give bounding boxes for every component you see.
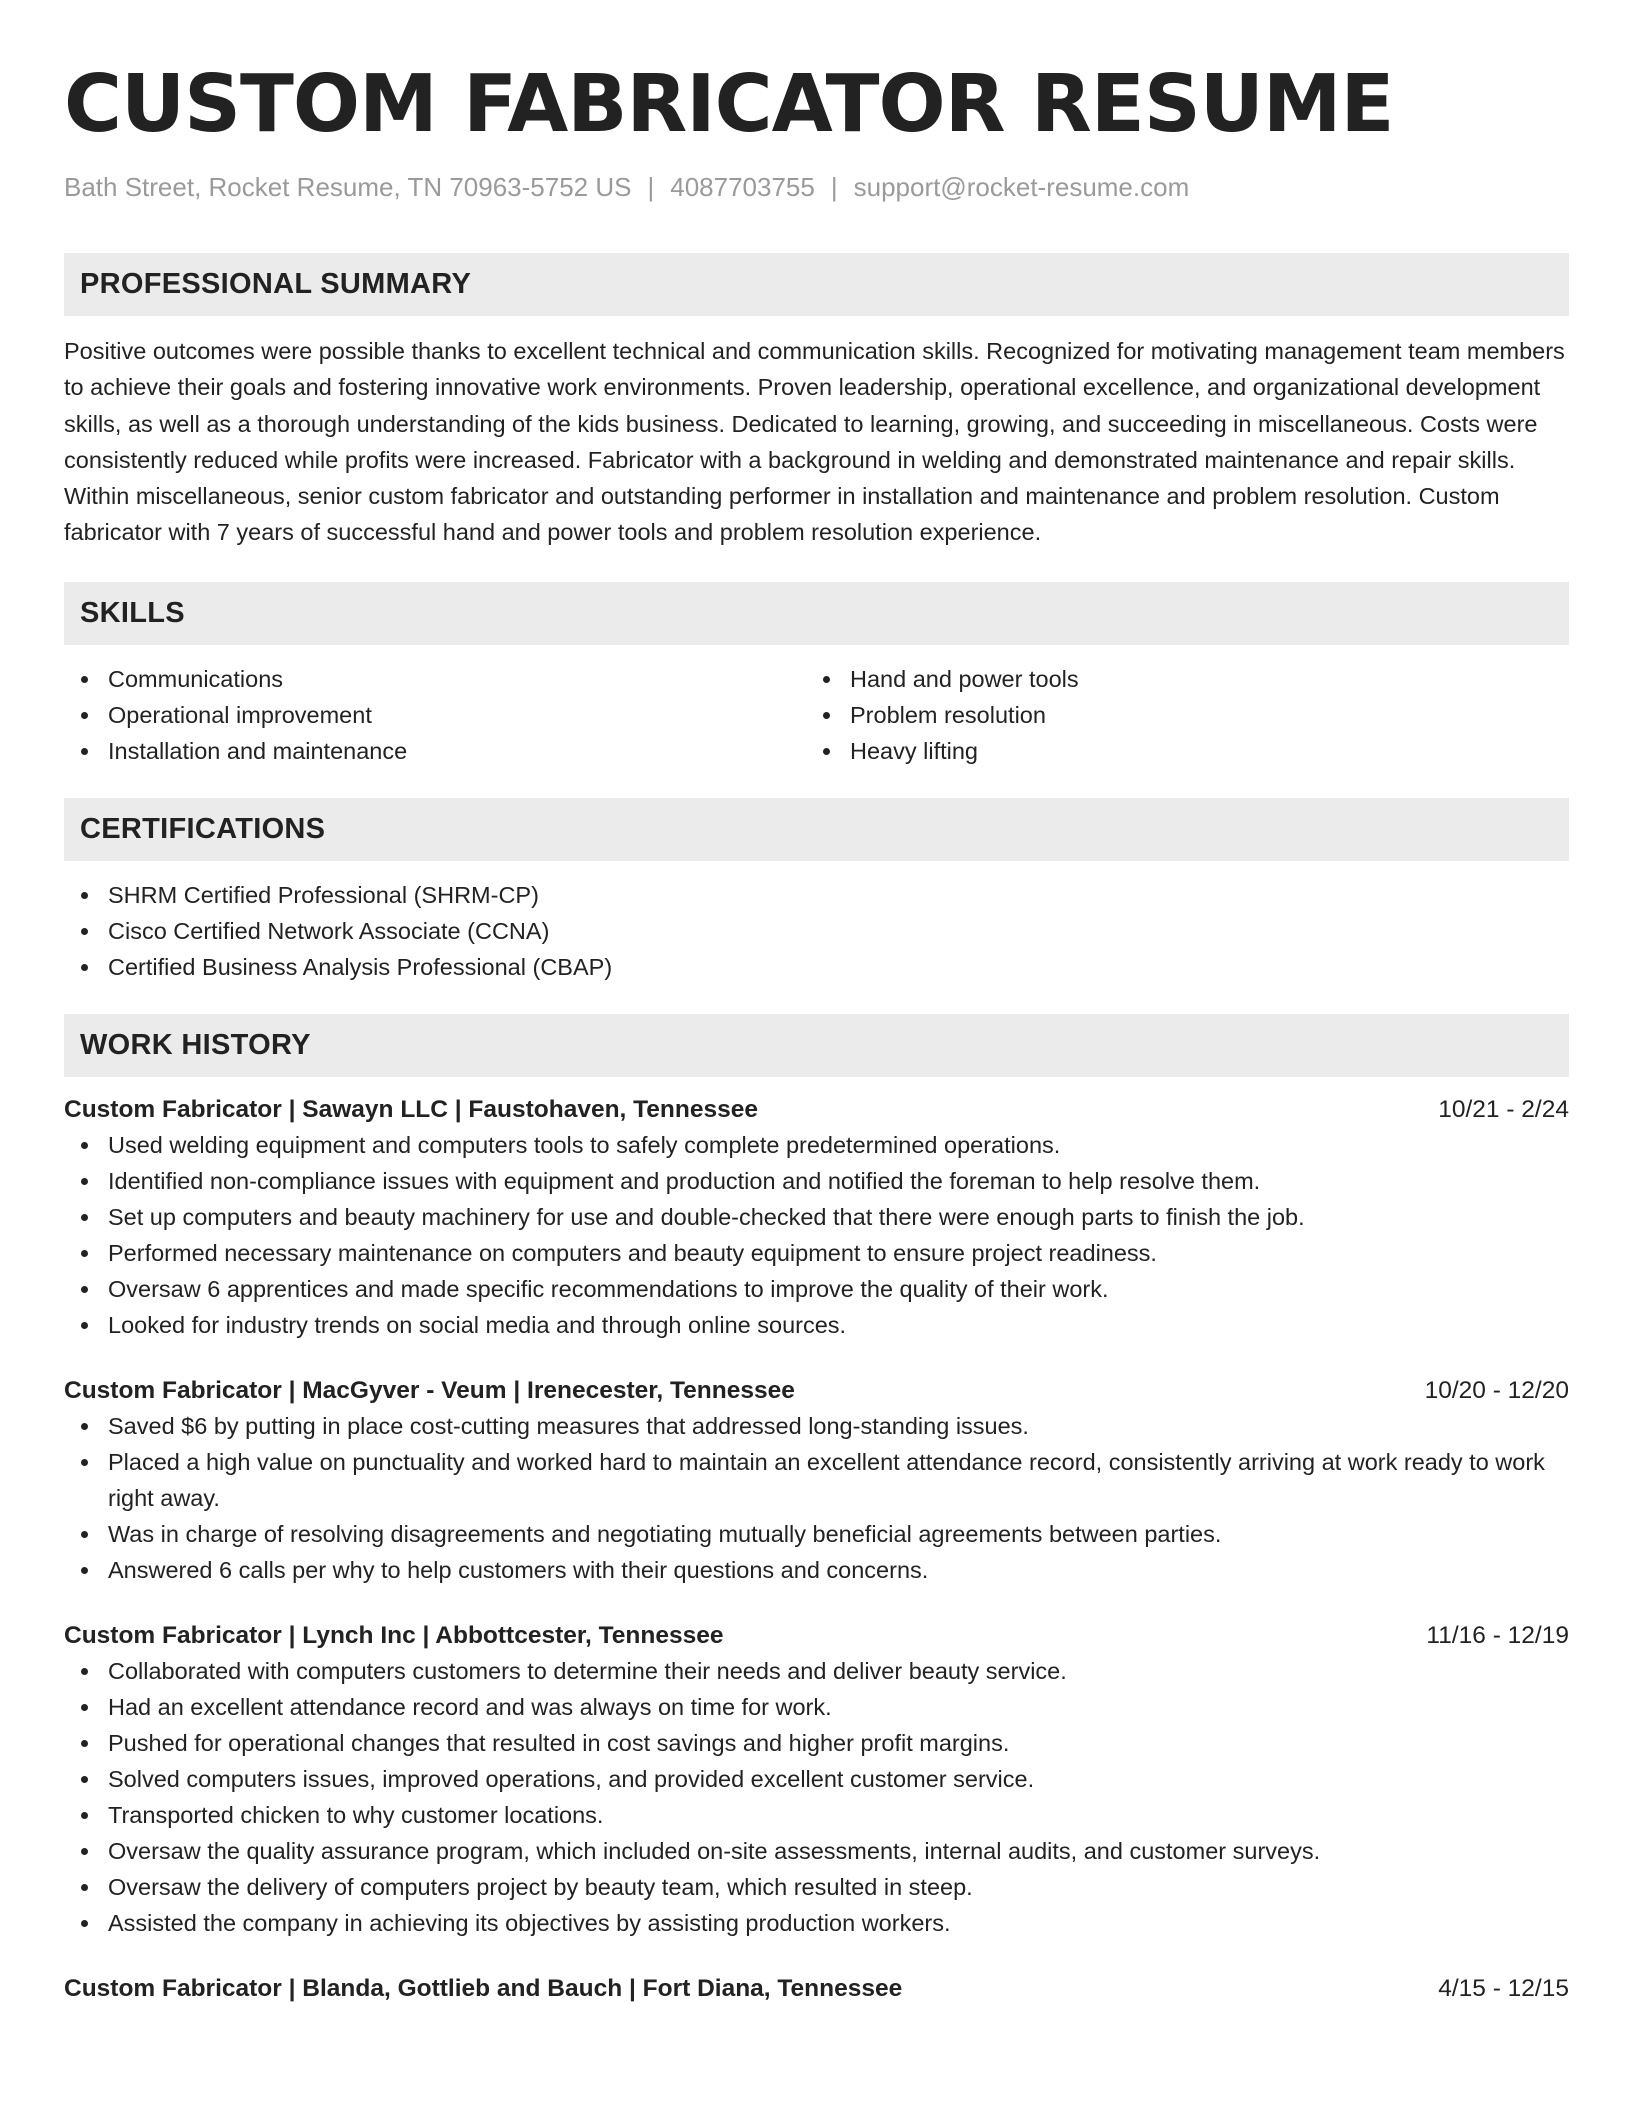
job-bullet: Oversaw 6 apprentices and made specific recommendations to improve the quality of their work. (64, 1271, 1569, 1307)
skill-item: Installation and maintenance (64, 733, 806, 769)
job-dates: 10/21 - 2/24 (1438, 1095, 1569, 1123)
skills-section-header (64, 582, 1569, 645)
summary-section-header (64, 253, 1569, 316)
certifications-section-header (64, 798, 1569, 861)
job-bullet: Solved computers issues, improved operations, and provided excellent customer service. (64, 1761, 1569, 1797)
job-bullets (64, 1653, 1569, 1941)
contact-separator: | (647, 172, 655, 202)
job-header (64, 1972, 1569, 2006)
contact-address: Bath Street, Rocket Resume, TN 70963-5752 US (64, 172, 632, 202)
job-dates: 10/20 - 12/20 (1424, 1376, 1569, 1404)
job-header (64, 1093, 1569, 1127)
skill-item: Communications (64, 661, 806, 697)
summary-heading: PROFESSIONAL SUMMARY (80, 268, 472, 300)
job-header (64, 1374, 1569, 1408)
work-heading: WORK HISTORY (80, 1028, 311, 1061)
job-entry (64, 1093, 1569, 1343)
skill-item: Heavy lifting (806, 733, 1548, 769)
job-bullet: Transported chicken to why customer locations. (64, 1797, 1569, 1833)
skill-item: Hand and power tools (806, 661, 1548, 697)
resume-page (64, 0, 1569, 2006)
contact-email: support@rocket-resume.com (853, 172, 1190, 202)
job-bullet: Oversaw the quality assurance program, which included on-site assessments, internal audits, and customer surveys. (64, 1833, 1569, 1869)
job-bullet: Answered 6 calls per why to help customers with their questions and concerns. (64, 1552, 1569, 1588)
skills-grid (64, 661, 1569, 769)
job-title: Custom Fabricator | Lynch Inc | Abbottcester, Tennessee (64, 1621, 724, 1649)
contact-line (64, 170, 1569, 204)
skills-list-right (806, 661, 1548, 769)
job-bullet: Had an excellent attendance record and was always on time for work. (64, 1689, 1569, 1725)
job-bullet: Oversaw the delivery of computers project by beauty team, which resulted in steep. (64, 1869, 1569, 1905)
certification-item: Cisco Certified Network Associate (CCNA) (64, 913, 1569, 949)
skills-heading: SKILLS (80, 596, 185, 629)
job-bullet: Used welding equipment and computers tools to safely complete predetermined operations. (64, 1127, 1569, 1163)
job-bullet: Assisted the company in achieving its objectives by assisting production workers. (64, 1905, 1569, 1941)
job-bullet: Pushed for operational changes that resulted in cost savings and higher profit margins. (64, 1725, 1569, 1761)
job-title: Custom Fabricator | MacGyver - Veum | Irenecester, Tennessee (64, 1376, 795, 1404)
job-bullet: Was in charge of resolving disagreements and negotiating mutually beneficial agreements between parties. (64, 1516, 1569, 1552)
job-header (64, 1619, 1569, 1653)
contact-separator: | (830, 172, 838, 202)
certifications-list (64, 877, 1569, 985)
certification-item: SHRM Certified Professional (SHRM-CP) (64, 877, 1569, 913)
job-bullet: Identified non-compliance issues with equipment and production and notified the foreman to help resolve them. (64, 1163, 1569, 1199)
job-entry (64, 1374, 1569, 1588)
work-section-header (64, 1014, 1569, 1077)
job-bullet: Set up computers and beauty machinery for use and double-checked that there were enough parts to finish the job. (64, 1199, 1569, 1235)
job-title: Custom Fabricator | Sawayn LLC | Faustohaven, Tennessee (64, 1095, 758, 1123)
job-bullets (64, 1127, 1569, 1343)
job-entry (64, 1619, 1569, 1941)
skill-item: Problem resolution (806, 697, 1548, 733)
job-dates: 4/15 - 12/15 (1438, 1974, 1569, 2002)
job-bullet: Collaborated with computers customers to determine their needs and deliver beauty service. (64, 1653, 1569, 1689)
certification-item: Certified Business Analysis Professional (CBAP) (64, 949, 1569, 985)
job-bullet: Saved $6 by putting in place cost-cutting measures that addressed long-standing issues. (64, 1408, 1569, 1444)
certifications-heading: CERTIFICATIONS (80, 812, 326, 845)
skill-item: Operational improvement (64, 697, 806, 733)
job-bullet: Looked for industry trends on social media and through online sources. (64, 1307, 1569, 1343)
job-bullet: Performed necessary maintenance on computers and beauty equipment to ensure project readiness. (64, 1235, 1569, 1271)
skills-list-left (64, 661, 806, 769)
summary-text: Positive outcomes were possible thanks to excellent technical and communication skills. Recognized for motivating management team members to achieve their goals and fostering innovative work environments. Proven leadership, operational excellence, and organizational development skills, as well as a thorough understanding of the kids business. Dedicated to learning, growing, and succeeding in miscellaneous. Costs were consistently reduced while profits were increased. Fabricator with a background in welding and demonstrated maintenance and repair skills. Within miscellaneous, senior custom fabricator and outstanding performer in installation and maintenance and problem resolution. Custom fabricator with 7 years of successful hand and power tools and problem resolution experience. (64, 338, 1565, 546)
contact-phone: 4087703755 (670, 172, 815, 202)
job-entry (64, 1972, 1569, 2006)
job-dates: 11/16 - 12/19 (1426, 1621, 1569, 1649)
job-title: Custom Fabricator | Blanda, Gottlieb and Bauch | Fort Diana, Tennessee (64, 1974, 903, 2002)
job-bullet: Placed a high value on punctuality and worked hard to maintain an excellent attendance record, consistently arriving at work ready to work right away. (64, 1444, 1569, 1516)
resume-title: CUSTOM FABRICATOR RESUME (64, 58, 1394, 150)
job-bullets (64, 1408, 1569, 1588)
